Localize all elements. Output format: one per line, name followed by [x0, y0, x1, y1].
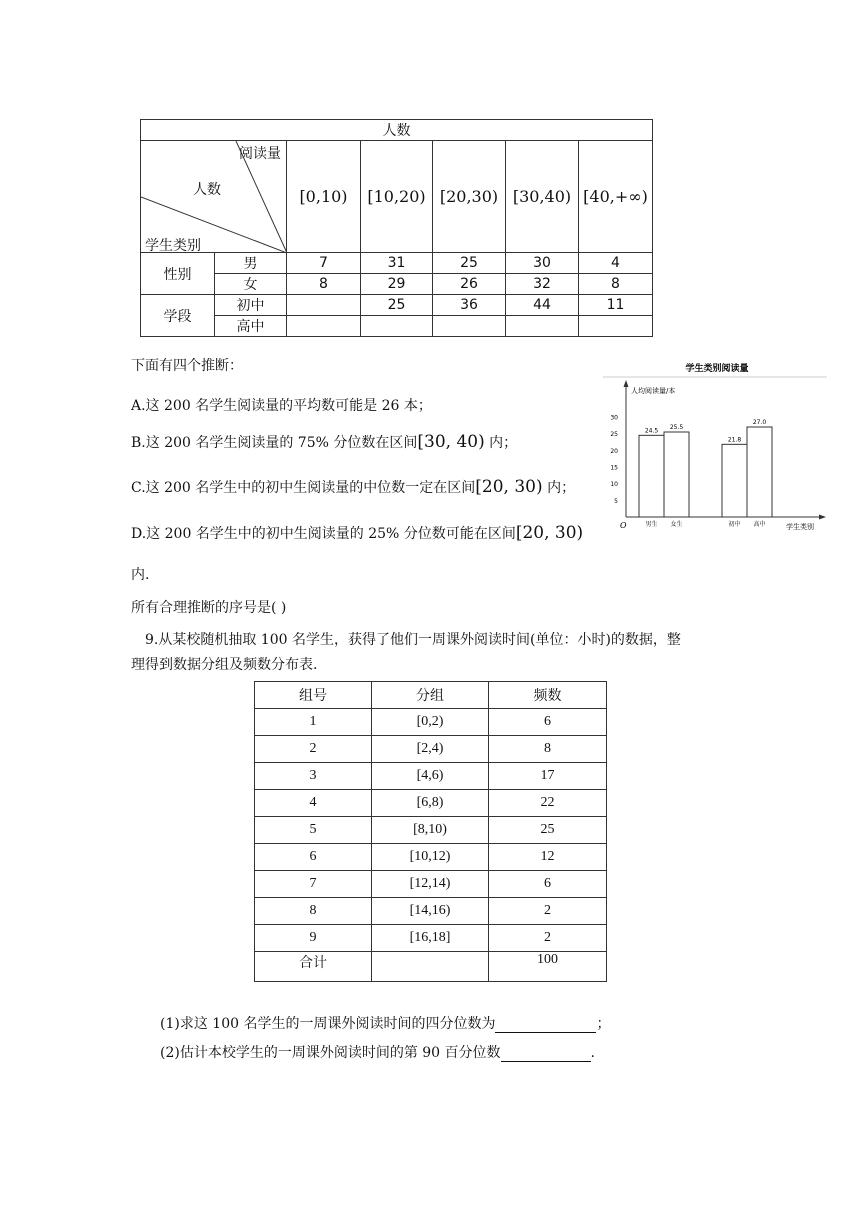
- corner-label-reading: 阅读量: [239, 146, 281, 162]
- table-cell: 8: [287, 274, 361, 295]
- inference-b-end: 内；: [484, 435, 518, 451]
- group-label-gender: 性别: [141, 253, 215, 295]
- table-cell: 31: [361, 253, 433, 274]
- table-cell: [433, 316, 506, 337]
- intro-text: 下面有四个推断：: [131, 358, 243, 374]
- inference-b-text: B.这 200 名学生阅读量的 75% 分位数在区间: [131, 435, 418, 451]
- table-cell: 26: [433, 274, 506, 295]
- inference-b-interval: [30, 40): [417, 432, 485, 452]
- interval-header: [40,+∞): [579, 141, 653, 253]
- table-cell: 2: [489, 925, 607, 952]
- row-label: 初中: [215, 295, 287, 316]
- y-tick-label: 30: [610, 414, 618, 422]
- table-cell: 11: [579, 295, 653, 316]
- table-cell: 8: [489, 736, 607, 763]
- inference-b: [131, 432, 517, 452]
- question-text: 所有合理推断的序号是( ): [131, 600, 287, 616]
- bar-value-label: 21.8: [727, 436, 742, 444]
- table-title: 人数: [141, 120, 653, 141]
- bar: [639, 435, 664, 517]
- inference-a: A.这 200 名学生阅读量的平均数可能是 26 本；: [131, 398, 432, 414]
- table-cell: 8: [255, 898, 372, 925]
- row-label: 男: [215, 253, 287, 274]
- table-cell: [2,4): [372, 736, 489, 763]
- table-cell: 7: [287, 253, 361, 274]
- x-tick-label: 女生: [670, 521, 683, 528]
- table-cell: 1: [255, 709, 372, 736]
- inference-d: [131, 523, 583, 543]
- table-cell: [10,12): [372, 844, 489, 871]
- bar: [722, 444, 747, 517]
- answer-blank-1[interactable]: [495, 1016, 596, 1033]
- table-cell: [4,6): [372, 763, 489, 790]
- row-label: 女: [215, 274, 287, 295]
- table-cell: [12,14): [372, 871, 489, 898]
- table-cell: 5: [255, 817, 372, 844]
- row-label: 高中: [215, 316, 287, 337]
- sub-question-1-end: ；: [596, 1016, 611, 1032]
- table-cell: 44: [506, 295, 579, 316]
- column-header: 频数: [489, 682, 607, 709]
- reading-bar-chart: [600, 358, 830, 538]
- table-cell: [8,10): [372, 817, 489, 844]
- table-cell: 36: [433, 295, 506, 316]
- column-header: 分组: [372, 682, 489, 709]
- table-cell: [372, 952, 489, 982]
- table-cell: [506, 316, 579, 337]
- table-cell: [579, 316, 653, 337]
- inference-d-interval: [20, 30): [515, 523, 584, 543]
- table-cell: 22: [489, 790, 607, 817]
- answer-blank-2[interactable]: [501, 1045, 591, 1062]
- corner-label-count: 人数: [193, 182, 221, 198]
- corner-label-category: 学生类别: [145, 238, 201, 254]
- x-tick-label: 初中: [728, 521, 741, 528]
- chart-origin-label: O: [620, 521, 627, 530]
- inference-d-continued: 内.: [131, 567, 150, 583]
- y-tick-label: 20: [610, 447, 618, 455]
- bar-value-label: 27.0: [752, 419, 767, 426]
- inference-d-text: D.这 200 名学生中的初中生阅读量的 25% 分位数可能在区间: [131, 526, 516, 542]
- sub-question-1: [160, 1013, 610, 1033]
- reading-count-table: [140, 119, 653, 337]
- interval-header: [20,30): [433, 141, 506, 253]
- table-cell: [287, 316, 361, 337]
- interval-header: [0,10): [287, 141, 361, 253]
- y-tick-label: 10: [610, 481, 618, 489]
- table-cell: 6: [489, 871, 607, 898]
- sub-question-2: [160, 1042, 595, 1062]
- inference-c-end: 内；: [542, 480, 576, 496]
- table-cell: 8: [579, 274, 653, 295]
- table-cell: 6: [255, 844, 372, 871]
- sub-question-1-text: (1)求这 100 名学生的一周课外阅读时间的四分位数为: [160, 1016, 496, 1032]
- table-cell: 6: [489, 709, 607, 736]
- y-tick-label: 15: [610, 464, 618, 472]
- chart-y-axis-arrow: [624, 380, 629, 387]
- table-cell: [361, 316, 433, 337]
- x-tick-label: 高中: [753, 521, 766, 528]
- frequency-table: [254, 681, 607, 982]
- inference-c-interval: [20, 30): [475, 477, 543, 497]
- column-header: 组号: [255, 682, 372, 709]
- table-cell: 100: [489, 952, 607, 982]
- chart-x-label: 学生类别: [786, 523, 814, 531]
- table-cell: 17: [489, 763, 607, 790]
- table-cell: 32: [506, 274, 579, 295]
- table-cell: 2: [489, 898, 607, 925]
- chart-x-axis-arrow: [819, 515, 826, 520]
- interval-header: [30,40): [506, 141, 579, 253]
- inference-c-text: C.这 200 名学生中的初中生阅读量的中位数一定在区间: [131, 480, 476, 496]
- inference-c: [131, 477, 575, 497]
- group-label-stage: 学段: [141, 295, 215, 337]
- table-cell: 3: [255, 763, 372, 790]
- bar: [747, 427, 772, 517]
- table-cell: 25: [433, 253, 506, 274]
- x-tick-label: 男生: [645, 521, 658, 528]
- table-cell: 12: [489, 844, 607, 871]
- chart-title: 学生类别阅读量: [685, 364, 749, 374]
- y-tick-label: 5: [614, 497, 618, 505]
- q9-line1: 9.从某校随机抽取 100 名学生，获得了他们一周课外阅读时间(单位：小时)的数据，整: [145, 632, 681, 648]
- table-cell: 合计: [255, 952, 372, 982]
- sub-question-2-text: (2)估计本校学生的一周课外阅读时间的第 90 百分位数: [160, 1045, 501, 1061]
- bar-value-label: 25.5: [669, 424, 684, 431]
- table-cell: 9: [255, 925, 372, 952]
- q9-line2: 理得到数据分组及频数分布表.: [131, 657, 318, 673]
- table-cell: 30: [506, 253, 579, 274]
- bar: [664, 432, 689, 517]
- table-cell: [16,18]: [372, 925, 489, 952]
- table-cell: 29: [361, 274, 433, 295]
- table-cell: [287, 295, 361, 316]
- table-cell: [6,8): [372, 790, 489, 817]
- table-cell: 4: [255, 790, 372, 817]
- table-cell: [0,2): [372, 709, 489, 736]
- y-tick-label: 25: [610, 431, 618, 439]
- table-cell: 25: [361, 295, 433, 316]
- table-cell: 2: [255, 736, 372, 763]
- table-cell: 4: [579, 253, 653, 274]
- table-cell: 7: [255, 871, 372, 898]
- bar-value-label: 24.5: [644, 427, 659, 435]
- diagonal-header-cell: [141, 141, 287, 253]
- table-cell: 25: [489, 817, 607, 844]
- interval-header: [10,20): [361, 141, 433, 253]
- sub-question-2-end: .: [590, 1045, 595, 1061]
- chart-y-label: 人均阅读量/本: [631, 387, 676, 395]
- table-cell: [14,16): [372, 898, 489, 925]
